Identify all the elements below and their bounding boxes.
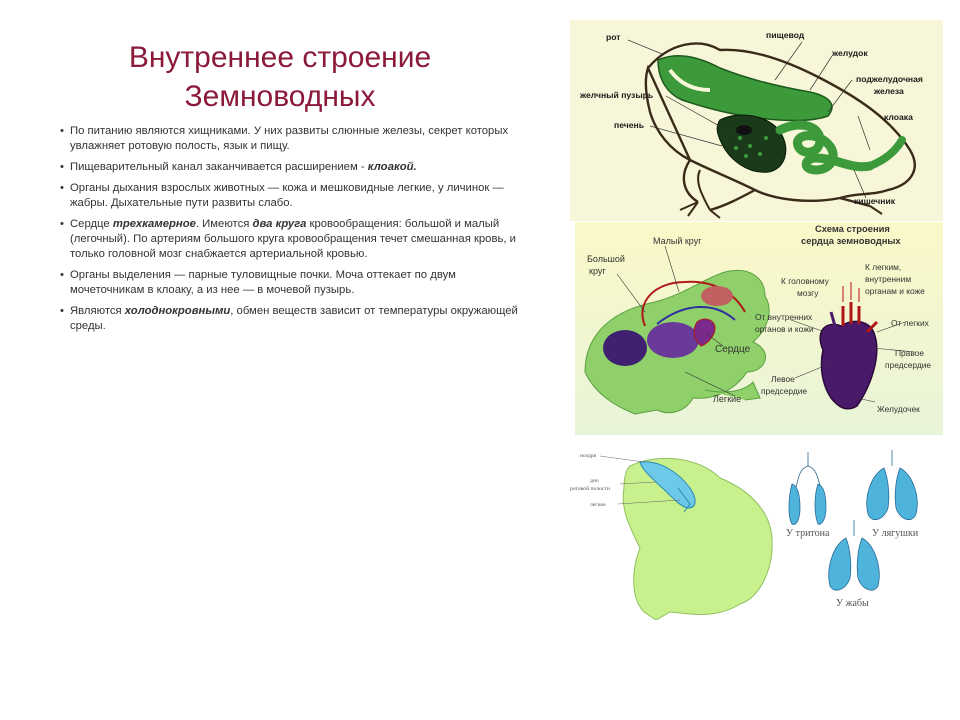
bullet-text: Являются [70, 305, 125, 317]
label-to-lungs-1: К легким, [865, 262, 902, 272]
label-stomach: желудок [832, 48, 868, 58]
label-gallbladder: желчный пузырь [580, 90, 654, 100]
label-intestine: кишечник [854, 196, 896, 206]
bullet-coldblooded [60, 304, 530, 334]
bullet-text: Сердце [70, 218, 113, 230]
bullet-list [60, 124, 530, 340]
respiratory-frog-diagram [560, 448, 782, 620]
label-scheme-1: Схема строения [815, 223, 890, 234]
bullet-text: , обмен веществ зависит от температуры окружающей среды. [70, 305, 518, 332]
bullet-emphasis: клоакой. [367, 161, 417, 173]
label-mouth-cavity-2: ротовой полости [570, 486, 610, 492]
label-from-lungs: От легких [891, 318, 929, 328]
bullet-text: кровообращения: большой и малый (легочный). По артериям большого круга кровообращения течет смешанная кровь, и только головной мозг снабжается артериальной кровью. [70, 218, 516, 260]
title-line-1: Внутреннее строение [128, 41, 432, 74]
label-esophagus: пищевод [766, 30, 805, 40]
label-from-internal-2: органов и кожи [755, 324, 814, 334]
bullet-text: Органы дыхания взрослых животных — кожа и мешковидные легкие, у личинок — жабры. Дыхательные пути развиты слабо. [70, 182, 504, 209]
label-lungs-small: легкие [590, 502, 606, 508]
bullet-text: По питанию являются хищниками. У них развиты слюнные железы, секрет которых увлажняет ротовую полость, язык и пищу. [70, 125, 509, 152]
label-to-lungs-2: внутренним [865, 274, 912, 284]
bullet-excretion [60, 268, 530, 298]
label-big-circle-2: круг [589, 266, 606, 276]
label-toad: У жабы [836, 598, 869, 609]
lungs-comparison-diagram [780, 448, 943, 618]
label-to-brain-1: К головному [781, 276, 829, 286]
label-cloaca: клоака [884, 112, 913, 122]
label-from-internal-1: От внутренних [755, 312, 813, 322]
label-mouth-cavity-1: дно [590, 478, 599, 484]
title-line-2: Земноводных [184, 80, 376, 113]
digestive-system-diagram [570, 20, 943, 221]
label-mouth: рот [606, 32, 621, 42]
bullet-emphasis: холоднокровными [124, 305, 231, 317]
bullet-digestive [60, 160, 530, 175]
bullet-text: . Имеются [195, 218, 253, 230]
label-pancreas-1: поджелудочная [856, 74, 923, 84]
bullet-text: Органы выделения — парные туловищные почки. Моча оттекает по двум мочеточникам в клоаку, а из нее — в мочевой пузырь. [70, 269, 456, 296]
label-heart: Сердце [715, 344, 751, 355]
label-liver: печень [614, 120, 644, 130]
label-newt: У тритона [786, 528, 830, 539]
label-to-brain-2: мозгу [797, 288, 819, 298]
label-right-atrium-2: предсердие [885, 360, 932, 370]
label-left-atrium-1: Левое [771, 374, 795, 384]
bullet-feeding [60, 124, 530, 154]
label-big-circle-1: Большой [587, 254, 625, 264]
label-small-circle: Малый круг [653, 236, 702, 246]
label-pancreas-2: железа [874, 86, 904, 96]
label-scheme-2: сердца земноводных [801, 235, 901, 246]
label-left-atrium-2: предсердие [761, 386, 808, 396]
label-ventricle: Желудочек [877, 404, 920, 414]
label-nostril: ноздря [580, 453, 597, 459]
circulatory-system-diagram [575, 222, 943, 435]
bullet-heart [60, 217, 530, 262]
label-to-lungs-3: органам и коже [865, 286, 925, 296]
bullet-emphasis: трехкамерное [112, 218, 196, 230]
label-frog: У лягушки [872, 528, 919, 539]
label-right-atrium-1: Правое [895, 348, 925, 358]
bullet-emphasis: два круга [252, 218, 307, 230]
slide-title [60, 38, 500, 116]
bullet-text: Пищеварительный канал заканчивается расширением - [70, 161, 368, 173]
label-lungs: Легкие [713, 394, 742, 404]
bullet-respiration [60, 181, 530, 211]
